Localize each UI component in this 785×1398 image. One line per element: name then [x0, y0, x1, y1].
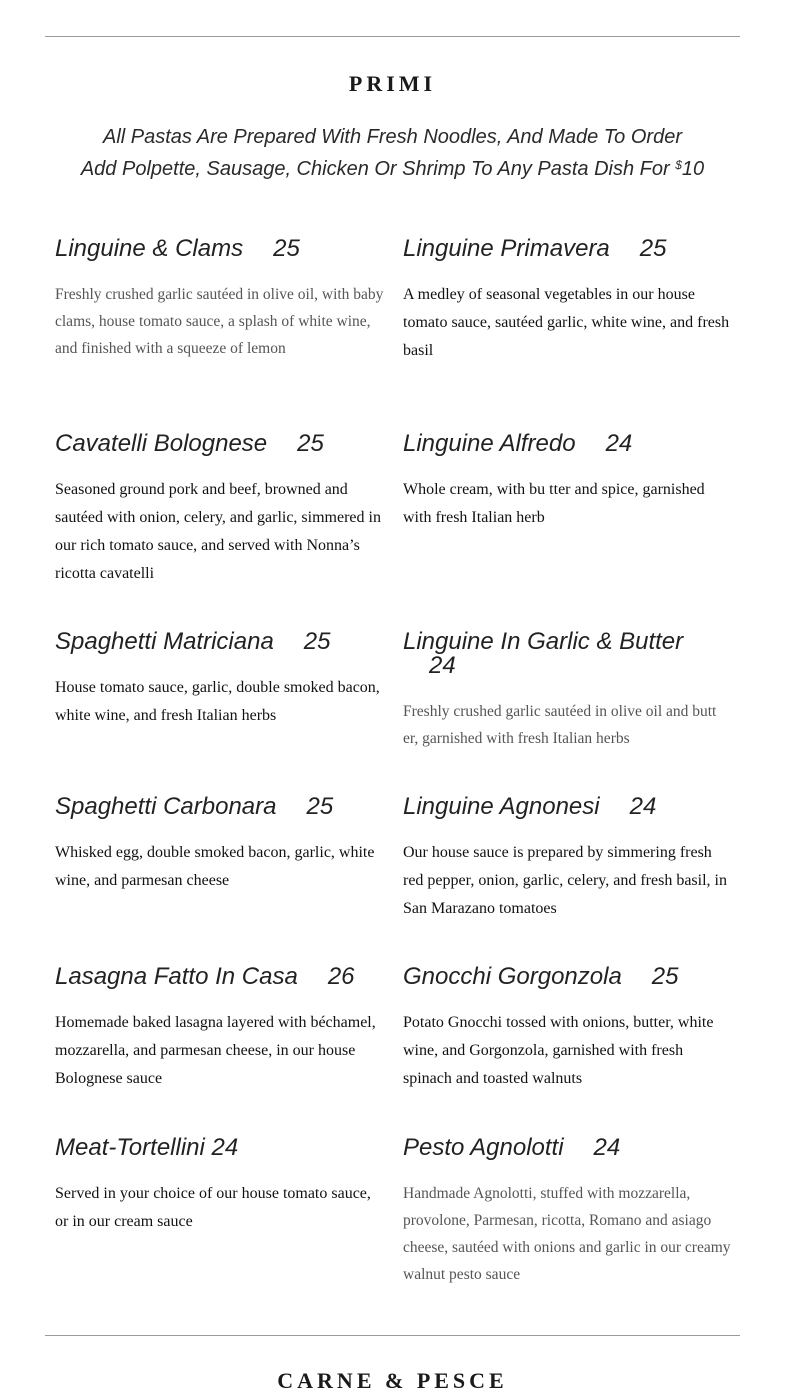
item-name-text: Cavatelli Bolognese: [55, 430, 268, 457]
item-description: A medley of seasonal vegetables in our house tomato sauce, sautéed garlic, white wine, and fresh basil: [403, 286, 730, 359]
item-price: 24: [429, 652, 456, 679]
item-price: 24: [605, 430, 633, 457]
item-price: 25: [306, 793, 334, 820]
item-name: [55, 630, 385, 654]
item-name: [55, 795, 385, 819]
item-name: [403, 237, 733, 261]
top-divider: [45, 36, 740, 37]
section-title-primi: PRIMI: [348, 71, 437, 96]
item-price: 24: [629, 793, 657, 820]
item-name: [403, 965, 733, 989]
bottom-divider: [45, 1335, 740, 1336]
item-price: 26: [327, 963, 355, 990]
item-name: [55, 965, 385, 989]
item-name-text: Linguine Alfredo: [403, 430, 576, 457]
item-description: Served in your choice of our house tomato sauce, or in our cream sauce: [55, 1185, 371, 1230]
intro-line-2: [0, 153, 785, 185]
item-name-text: Meat-Tortellini: [55, 1134, 205, 1161]
menu-item-linguine-agnonesi: [403, 795, 733, 923]
intro-line-1: All Pastas Are Prepared With Fresh Noodles, And Made To Order: [103, 126, 682, 148]
item-price: 25: [651, 963, 679, 990]
item-name-text: Linguine In Garlic & Butter: [403, 628, 684, 655]
menu-item-pesto-agnolotti: [403, 1136, 733, 1288]
item-description: Homemade baked lasagna layered with béchamel, mozzarella, and parmesan cheese, in our house Bolognese sauce: [55, 1014, 376, 1087]
item-price: 25: [639, 235, 667, 262]
item-name: [403, 630, 733, 678]
intro-price: 10: [681, 158, 705, 180]
item-name-text: Lasagna Fatto In Casa: [55, 963, 298, 990]
item-description: Potato Gnocchi tossed with onions, butter, white wine, and Gorgonzola, garnished with fresh spinach and toasted walnuts: [403, 1014, 714, 1087]
item-name: [403, 1136, 733, 1160]
menu-item-meat-tortellini: [55, 1136, 385, 1236]
menu-item-gnocchi-gorgonzola: [403, 965, 733, 1093]
menu-item-spaghetti-matriciana: [55, 630, 385, 730]
item-name: [55, 237, 385, 261]
item-description: Handmade Agnolotti, stuffed with mozzarella, provolone, Parmesan, ricotta, Romano and asiago cheese, sautéed with onions and garlic in our creamy walnut pesto sauce: [403, 1185, 731, 1283]
item-name: [55, 432, 385, 456]
menu-item-linguine-primavera: [403, 237, 733, 365]
section-title-carne-pesce: CARNE & PESCE: [277, 1368, 508, 1393]
item-description: Whole cream, with bu tter and spice, garnished with fresh Italian herb: [403, 481, 705, 526]
item-name: [55, 1136, 385, 1160]
menu-item-linguine-garlic-butter: [403, 630, 733, 752]
item-description: Freshly crushed garlic sautéed in olive oil, with baby clams, house tomato sauce, a splash of white wine, and finished with a squeeze of lemon: [55, 286, 384, 357]
item-description: Seasoned ground pork and beef, browned and sautéed with onion, celery, and garlic, simmered in our rich tomato sauce, and served with Nonna’s ricotta cavatelli: [55, 481, 381, 582]
menu-item-linguine-alfredo: [403, 432, 733, 532]
item-name-text: Pesto Agnolotti: [403, 1134, 564, 1161]
item-name-text: Gnocchi Gorgonzola: [403, 963, 622, 990]
item-price: 25: [297, 430, 324, 457]
item-name-text: Linguine Primavera: [403, 235, 610, 262]
menu-item-lasagna-fatto-in-casa: [55, 965, 385, 1093]
item-name: [403, 432, 733, 456]
item-name-text: Spaghetti Matriciana: [55, 628, 274, 655]
item-description: House tomato sauce, garlic, double smoked bacon, white wine, and fresh Italian herbs: [55, 679, 380, 724]
item-name-text: Spaghetti Carbonara: [55, 793, 277, 820]
item-name-text: Linguine Agnonesi: [403, 793, 600, 820]
menu-item-linguine-clams: [55, 237, 385, 362]
menu-item-spaghetti-carbonara: [55, 795, 385, 895]
item-price: 25: [273, 235, 300, 262]
item-price: 24: [593, 1134, 621, 1161]
item-name-text: Linguine & Clams: [55, 235, 244, 262]
item-name: [403, 795, 733, 819]
intro-currency: $: [675, 158, 682, 172]
menu-item-cavatelli-bolognese: [55, 432, 385, 588]
item-price: 25: [303, 628, 331, 655]
item-description: Freshly crushed garlic sautéed in olive oil and butt er, garnished with fresh Italian herbs: [403, 703, 717, 747]
item-description: Whisked egg, double smoked bacon, garlic, white wine, and parmesan cheese: [55, 844, 375, 889]
item-price: 24: [211, 1134, 239, 1161]
intro-line-2-text: Add Polpette, Sausage, Chicken Or Shrimp To Any Pasta Dish For: [80, 158, 670, 180]
item-description: Our house sauce is prepared by simmering fresh red pepper, onion, garlic, celery, and fresh basil, in San Marazano tomatoes: [403, 844, 727, 917]
